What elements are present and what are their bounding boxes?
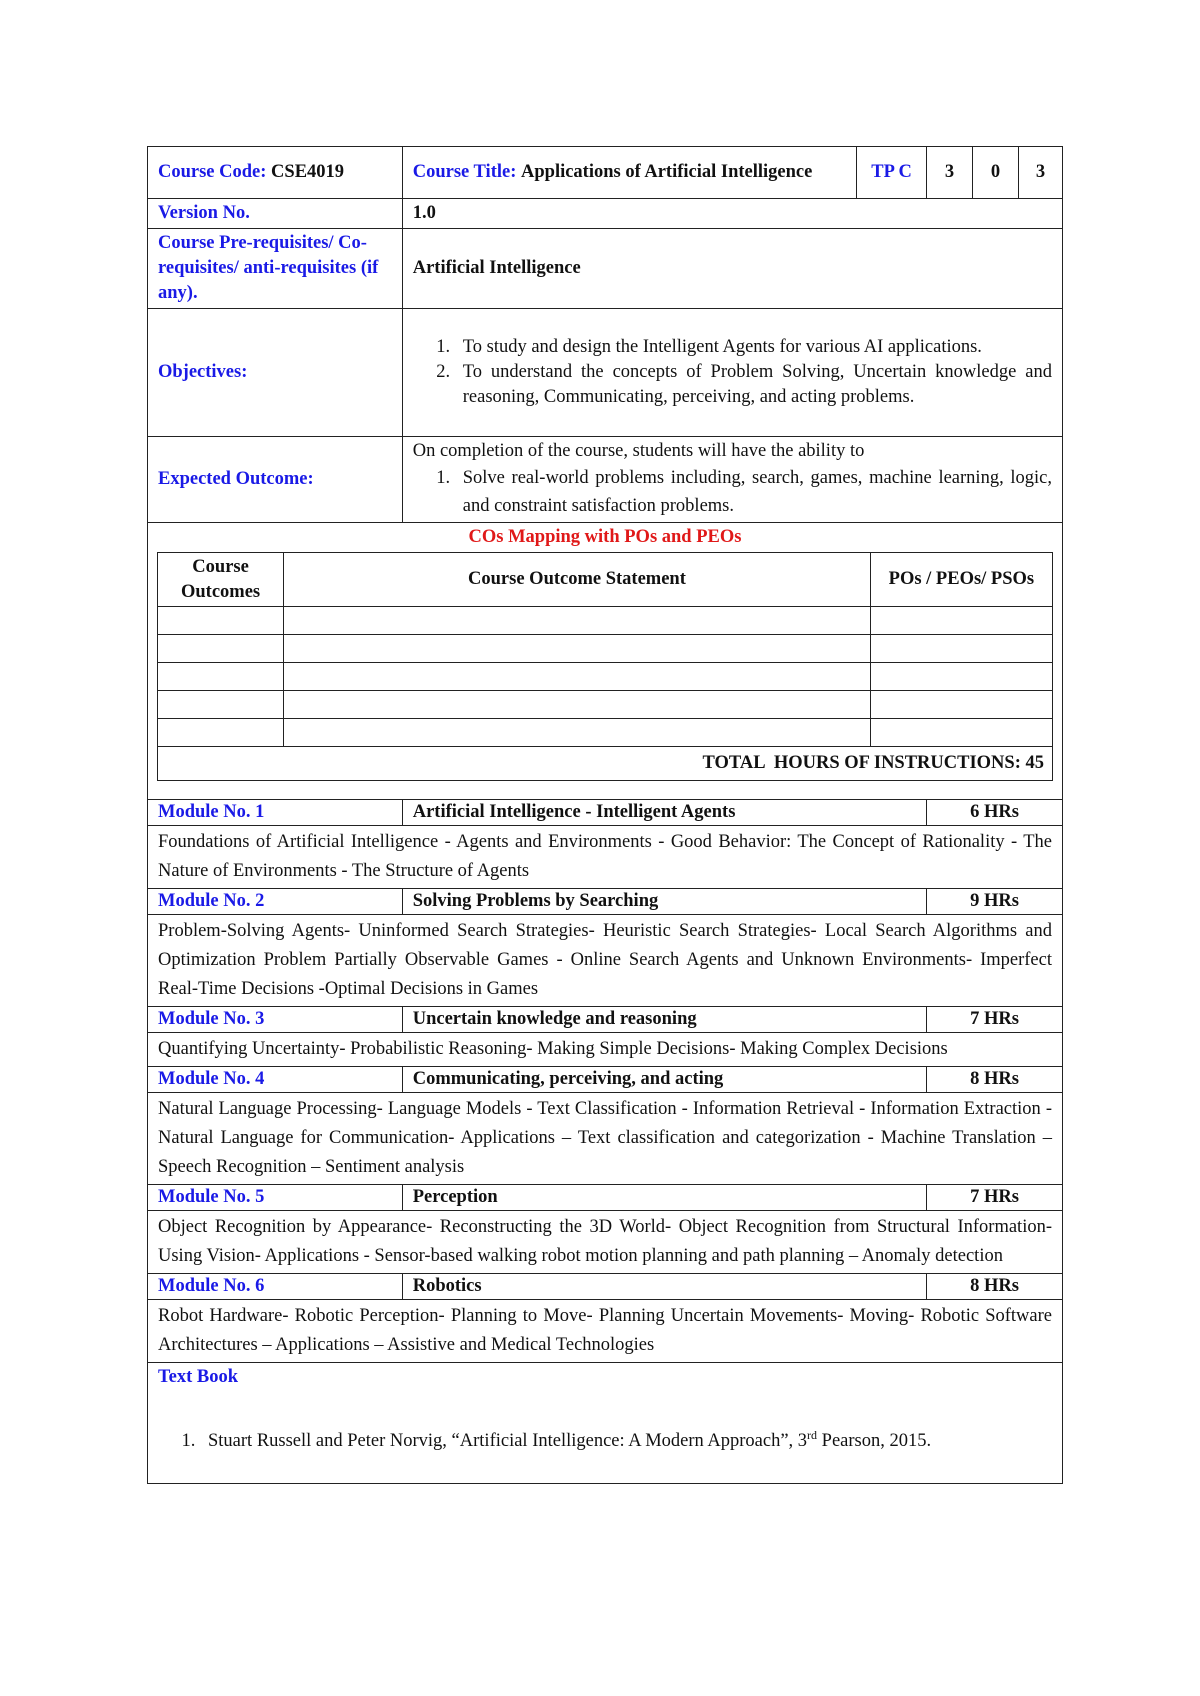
module-content-row [148, 1033, 1063, 1067]
mapping-empty-row [158, 635, 1053, 663]
module-header-row [148, 800, 1063, 826]
module-title: Artificial Intelligence - Intelligent Agents [402, 800, 926, 826]
prereq-label: Course Pre-requisites/ Co-requisites/ anti-requisites (if any). [148, 229, 403, 309]
module-content: Object Recognition by Appearance- Reconstructing the 3D World- Object Recognition from Structural Information- Using Vision- Applications - Sensor-based walking robot motion planning and path planning – Anomaly detection [148, 1211, 1063, 1274]
tpc-t: 3 [927, 147, 973, 199]
course-code-cell [148, 147, 403, 199]
module-title: Solving Problems by Searching [402, 889, 926, 915]
version-label: Version No. [148, 199, 403, 229]
mapping-col-statement: Course Outcome Statement [284, 553, 871, 607]
textbook-item-sup: rd [807, 1428, 818, 1442]
module-no: Module No. 3 [148, 1007, 403, 1033]
module-content: Robot Hardware- Robotic Perception- Planning to Move- Planning Uncertain Movements- Moving- Robotic Software Architectures – Applications – Assistive and Medical Technologies [148, 1300, 1063, 1363]
module-content-row [148, 826, 1063, 889]
mapping-empty-row [158, 663, 1053, 691]
module-title: Perception [402, 1185, 926, 1211]
module-no: Module No. 1 [148, 800, 403, 826]
outcome-cell [402, 437, 1062, 523]
outcome-intro: On completion of the course, students will have the ability to [412, 441, 865, 461]
objective-item: 2. To understand the concepts of Problem Solving, Uncertain knowledge and reasoning, Communicating, perceiving, and acting problems. [455, 360, 1052, 410]
syllabus-document [147, 146, 1063, 1484]
outcome-row [148, 437, 1063, 523]
textbook-item-main: Stuart Russell and Peter Norvig, “Artificial Intelligence: A Modern Approach”, 3 [208, 1431, 808, 1452]
textbook-label: Text Book [158, 1367, 239, 1387]
module-title: Uncertain knowledge and reasoning [402, 1007, 926, 1033]
module-content: Quantifying Uncertainty- Probabilistic Reasoning- Making Simple Decisions- Making Complex Decisions [148, 1033, 1063, 1067]
module-hours: 8 HRs [927, 1067, 1063, 1093]
mapping-empty-row [158, 691, 1053, 719]
module-no: Module No. 4 [148, 1067, 403, 1093]
course-title: Applications of Artificial Intelligence [521, 162, 813, 182]
module-no: Module No. 6 [148, 1274, 403, 1300]
module-hours: 9 HRs [927, 889, 1063, 915]
header-row [148, 147, 1063, 199]
mapping-empty-row [158, 719, 1053, 747]
module-content: Problem-Solving Agents- Uninformed Search Strategies- Heuristic Search Strategies- Local Search Algorithms and Optimization Problem Partially Observable Games - Online Search Agents and Unknown Environments- Imperfect Real-Time Decisions -Optimal Decisions in Games [148, 915, 1063, 1007]
module-header-row [148, 1274, 1063, 1300]
module-title: Communicating, perceiving, and acting [402, 1067, 926, 1093]
tpc-label: TP C [857, 147, 927, 199]
total-hours: TOTAL HOURS OF INSTRUCTIONS: 45 [158, 747, 1053, 781]
module-hours: 7 HRs [927, 1007, 1063, 1033]
module-hours: 6 HRs [927, 800, 1063, 826]
outcome-item: 1. Solve real-world problems including, search, games, machine learning, logic, and constraint satisfaction problems. [455, 464, 1052, 520]
module-content: Natural Language Processing- Language Models - Text Classification - Information Retrieval - Information Extraction -Natural Language for Communication- Applications – Text classification and categorization - Machine Translation – Speech Recognition – Sentiment analysis [148, 1093, 1063, 1185]
module-content-row [148, 915, 1063, 1007]
module-title: Robotics [402, 1274, 926, 1300]
module-hours: 8 HRs [927, 1274, 1063, 1300]
course-title-label: Course Title: [412, 162, 517, 182]
textbook-cell [148, 1363, 1063, 1484]
textbook-item [200, 1420, 1052, 1457]
outcome-label: Expected Outcome: [148, 437, 403, 523]
mapping-header-row [158, 553, 1053, 607]
objective-item: 1. To study and design the Intelligent Agents for various AI applications. [455, 335, 1052, 360]
objectives-cell [402, 309, 1062, 437]
total-hours-row [158, 747, 1053, 781]
tpc-c: 3 [1018, 147, 1062, 199]
module-hours: 7 HRs [927, 1185, 1063, 1211]
mapping-table [157, 552, 1053, 781]
version-value: 1.0 [402, 199, 1062, 229]
mapping-col-outcomes: Course Outcomes [158, 553, 284, 607]
outcome-list [413, 464, 1052, 520]
module-no: Module No. 2 [148, 889, 403, 915]
textbook-item-tail: Pearson, 2015. [821, 1431, 932, 1452]
module-content-row [148, 1211, 1063, 1274]
mapping-cell [148, 523, 1063, 800]
objectives-list [413, 335, 1052, 410]
module-header-row [148, 1185, 1063, 1211]
module-content-row [148, 1300, 1063, 1363]
module-header-row [148, 1007, 1063, 1033]
mapping-row [148, 523, 1063, 800]
textbook-list [158, 1420, 1052, 1457]
mapping-col-pos: POs / PEOs/ PSOs [870, 553, 1052, 607]
course-title-cell [402, 147, 856, 199]
objectives-row [148, 309, 1063, 437]
module-no: Module No. 5 [148, 1185, 403, 1211]
module-content-row [148, 1093, 1063, 1185]
module-header-row [148, 889, 1063, 915]
module-content: Foundations of Artificial Intelligence - Agents and Environments - Good Behavior: The Concept of Rationality - The Nature of Environments - The Structure of Agents [148, 826, 1063, 889]
version-row [148, 199, 1063, 229]
course-code: CSE4019 [271, 162, 345, 182]
textbook-row [148, 1363, 1063, 1484]
mapping-empty-row [158, 607, 1053, 635]
tpc-p: 0 [973, 147, 1019, 199]
module-header-row [148, 1067, 1063, 1093]
prereq-value: Artificial Intelligence [402, 229, 1062, 309]
prereq-row [148, 229, 1063, 309]
course-code-label: Course Code: [158, 162, 267, 182]
objectives-label: Objectives: [148, 309, 403, 437]
syllabus-table [147, 146, 1063, 1484]
mapping-title: COs Mapping with POs and PEOs [468, 527, 742, 547]
